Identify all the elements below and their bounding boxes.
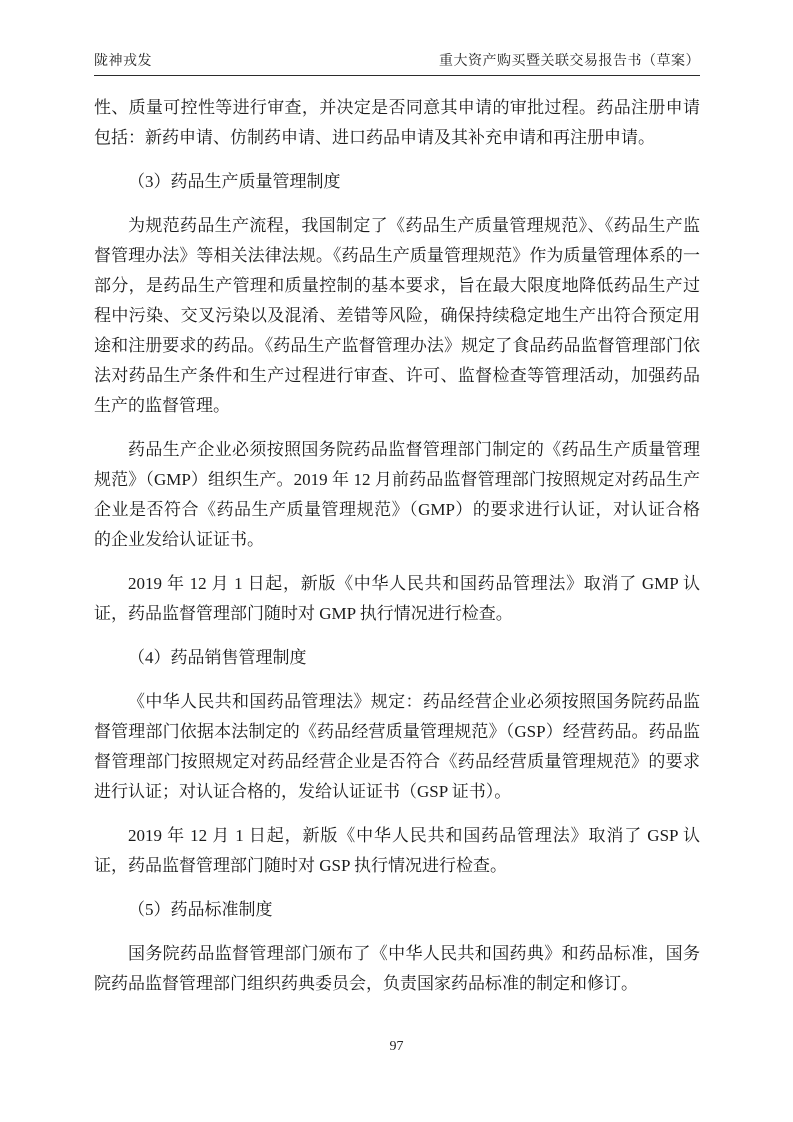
page-header: [94, 50, 700, 76]
paragraph-pharmacopoeia-standards: 国务院药品监督管理部门颁布了《中华人民共和国药典》和药品标准，国务院药品监督管理部门组织药典委员会，负责国家药品标准的制定和修订。: [94, 944, 700, 993]
section-heading-5-drug-standards: （5）药品标准制度: [128, 900, 273, 919]
paragraph-continued-drug-registration: 性、质量可控性等进行审查，并决定是否同意其申请的审批过程。药品注册申请包括：新药申请、仿制药申请、进口药品申请及其补充申请和再注册申请。: [94, 98, 700, 147]
section-heading-3-production-quality: （3）药品生产质量管理制度: [128, 172, 341, 191]
section-heading-4-sales-management: （4）药品销售管理制度: [128, 648, 307, 667]
header-report-title: 重大资产购买暨关联交易报告书（草案）: [439, 54, 700, 69]
page-footer: [0, 1039, 793, 1055]
page-number: 97: [389, 1039, 404, 1054]
paragraph-gsp-cancellation-2019: 2019 年 12 月 1 日起，新版《中华人民共和国药品管理法》取消了 GSP 认证，药品监督管理部门随时对 GSP 执行情况进行检查。: [94, 826, 700, 875]
paragraph-gmp-cancellation-2019: 2019 年 12 月 1 日起，新版《中华人民共和国药品管理法》取消了 GMP 认证，药品监督管理部门随时对 GMP 执行情况进行检查。: [94, 574, 700, 623]
paragraph-gmp-certification: 药品生产企业必须按照国务院药品监督管理部门制定的《药品生产质量管理规范》（GMP）组织生产。2019 年 12 月前药品监督管理部门按照规定对药品生产企业是否符合《药品生产质量管理规范》（GMP）的要求进行认证，对认证合格的企业发给认证证书。: [94, 440, 700, 549]
header-company-short-name: 陇神戎发: [94, 54, 152, 69]
paragraph-gmp-regulations-overview: 为规范药品生产流程，我国制定了《药品生产质量管理规范》、《药品生产监督管理办法》等相关法律法规。《药品生产质量管理规范》作为质量管理体系的一部分，是药品生产管理和质量控制的基本要求，旨在最大限度地降低药品生产过程中污染、交叉污染以及混淆、差错等风险，确保持续稳定地生产出符合预定用途和注册要求的药品。《药品生产监督管理办法》规定了食品药品监督管理部门依法对药品生产条件和生产过程进行审查、许可、监督检查等管理活动，加强药品生产的监督管理。: [94, 216, 700, 415]
document-body: [94, 93, 700, 1013]
paragraph-gsp-regulations: 《中华人民共和国药品管理法》规定：药品经营企业必须按照国务院药品监督管理部门依据本法制定的《药品经营质量管理规范》（GSP）经营药品。药品监督管理部门按照规定对药品经营企业是否符合《药品经营质量管理规范》的要求进行认证；对认证合格的，发给认证证书（GSP 证书）。: [94, 692, 700, 801]
